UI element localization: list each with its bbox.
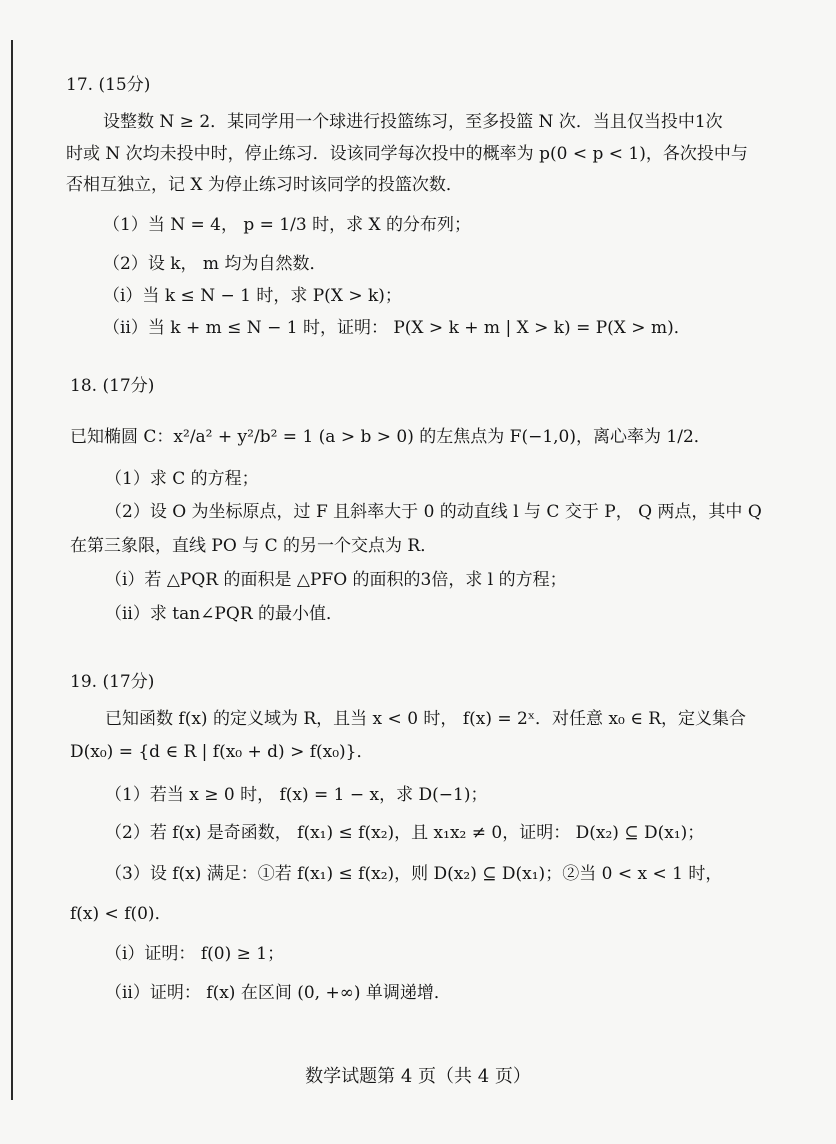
problem-19-part-2: （2）若 f(x) 是奇函数， f(x₁) ≤ f(x₂)，且 x₁x₂ ≠ 0，证明： D(x₂) ⊆ D(x₁)； <box>105 823 705 843</box>
problem-19-heading: 19. (17分) <box>70 672 155 692</box>
problem-17-line: 设整数 N ≥ 2．某同学用一个球进行投篮练习，至多投篮 N 次．当且仅当投中1次 <box>103 112 723 132</box>
problem-18-line: 已知椭圆 C：x²/a² + y²/b² = 1 (a > b > 0) 的左焦点为 F(−1,0)，离心率为 1/2． <box>70 427 711 447</box>
problem-19-part-1: （1）若当 x ≥ 0 时， f(x) = 1 − x，求 D(−1)； <box>105 785 488 805</box>
problem-19-line: f(x) < f(0)． <box>70 904 172 924</box>
page-footer: 数学试题第 4 页（共 4 页） <box>305 1066 531 1087</box>
problem-17-line: 否相互独立，记 X 为停止练习时该同学的投篮次数． <box>66 175 463 195</box>
problem-19-part-3i: （i）证明： f(0) ≥ 1； <box>105 944 285 964</box>
problem-18-heading: 18. (17分) <box>70 376 155 396</box>
problem-18-part-2ii: （ii）求 tan∠PQR 的最小值． <box>105 604 344 624</box>
problem-17-part-2i: （i）当 k ≤ N − 1 时，求 P(X > k)； <box>103 286 402 306</box>
problem-17-part-1: （1）当 N = 4， p = 1/3 时，求 X 的分布列； <box>103 215 471 235</box>
problem-18-part-2i: （i）若 △PQR 的面积是 △PFO 的面积的3倍，求 l 的方程； <box>105 570 567 590</box>
problem-19-line: 已知函数 f(x) 的定义域为 R，且当 x < 0 时， f(x) = 2ˣ．对任意 x₀ ∈ R，定义集合 <box>105 709 747 729</box>
problem-19-part-3: （3）设 f(x) 满足：①若 f(x₁) ≤ f(x₂)，则 D(x₂) ⊆ D(x₁)；②当 0 < x < 1 时， <box>105 864 723 884</box>
problem-17-part-2ii: （ii）当 k + m ≤ N − 1 时，证明： P(X > k + m | X > k) = P(X > m)． <box>103 318 691 338</box>
problem-18-part-1: （1）求 C 的方程； <box>105 469 259 489</box>
problem-17-line: 时或 N 次均未投中时，停止练习．设该同学每次投中的概率为 p(0 < p < 1)，各次投中与 <box>66 144 748 164</box>
problem-18-part-2: （2）设 O 为坐标原点，过 F 且斜率大于 0 的动直线 l 与 C 交于 P， Q 两点，其中 Q <box>105 502 762 522</box>
problem-19-part-3ii: （ii）证明： f(x) 在区间 (0, +∞) 单调递增． <box>105 983 451 1003</box>
problem-18-line: 在第三象限，直线 PO 与 C 的另一个交点为 R． <box>70 536 438 556</box>
problem-17-part-2: （2）设 k， m 均为自然数． <box>103 254 327 274</box>
margin-rule <box>11 40 13 1100</box>
problem-17-heading: 17. (15分) <box>66 75 151 95</box>
problem-19-line: D(x₀) = {d ∈ R | f(x₀ + d) > f(x₀)}． <box>70 742 374 762</box>
